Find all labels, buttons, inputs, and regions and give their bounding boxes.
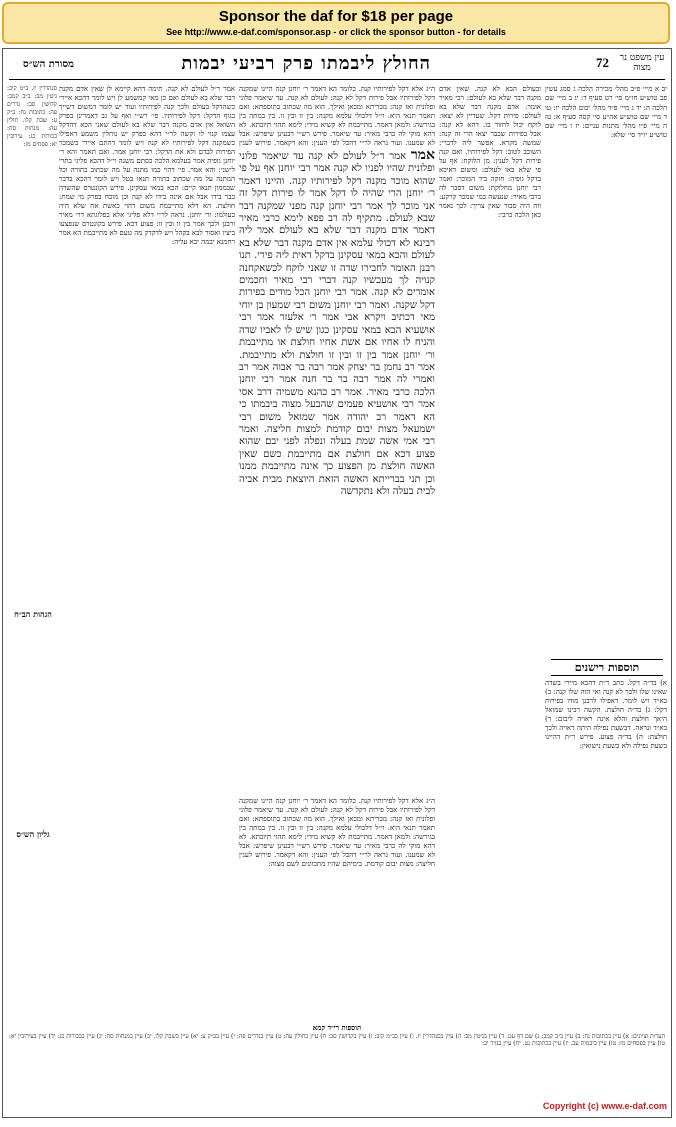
tosafot-rishonim-label: תוספות רישנים bbox=[551, 659, 663, 676]
sponsor-banner[interactable] bbox=[2, 2, 670, 44]
sponsor-subtitle[interactable]: See http://www.e-daf.com/sponsor.asp - or click the sponsor button - for details bbox=[166, 27, 506, 37]
gemara-column bbox=[239, 149, 435, 789]
tosafot-rishonim-column: א) בד״ה דקל. כתב ר״ת דהכא מיירי בשדה שאינו שלו ולכך לא קנה ואי הוה שלו קנה: ב) בא״ד ויש לומר. דאפילו לרבנן מודו בפירות דקל: ג) בד״ה חולצת. הקשה רבינו שמואל היאך חולצת והלא אינה ראויה ליבום: ד) בא״ד ונראה. דבשעת נפילה היתה ראויה ולכך חולצת: ה) בד״ה פצוע. פירש ר״ת דהיינו בשעת נפילה ולא בשעת נישואין: bbox=[545, 679, 667, 750]
copyright-link[interactable]: Copyright (c) www.e-daf.com bbox=[542, 1101, 667, 1111]
gemara-top-commentary: ה״ג אלא דקל לפירותיו קנה. כלומר הא דאמר ר׳ יוחנן קנה היינו שמקנה דקל לפירותיו אבל פירות דקל לא קנה: לעולם לא קנה. עד שיאמר פלוני ופלונית ואז קנה: מבריתא ומכאן ואילך. הוא מה שכתוב בתוספתא: ואם תאמר תנאי היא. וי״ל דלכולי עלמא מקנה: בין זו ובין זו. בין במתה בין בגירשה: ולמאן דאמר. מתייבמת לא קשיא מידי: לימא תהוי תיובתא. לא דהא מוקי לה כרבי מאיר: עד שיאמר. פירש רש״י דבעינן שיפרש: אבל לא שמענו. ועוד נראה לר״י דהכל לפי הענין: והא דקאמר. פירוש לענין bbox=[239, 85, 435, 147]
gemara-text: אמר ר״ל לעולם לא קנה עד שיאמר פלוני ופלונית שהיו לפניו לא קנה אמר רבי יוחנן אף על פי שהוא מוכר מקנה דקל לפירותיו קנה. והיינו דאמר ר׳ יוחנן הרי שהיה לו דקל אמר לו פירות דקל זה אני מוכר לך אמר רבי יוחנן קנה מפני שמקנה דבר שבא לעולם. מתקיף לה רב פפא לימא כרבי מאיר דאמר אדם מקנה דבר שלא בא לעולם אמר ליה רבינא לא דכולי עלמא אין אדם מקנה דבר שלא בא לעולם והכא במאי עסקינן בדקל דאית ליה פירי. תנו רבנן האומר לחבירו שדה זו שאני לוקח לכשאקחנה קנויה לך מעכשיו קנה דברי רבי מאיר וחכמים אומרים לא קנה. אמר רבי יוחנן הכל מודים בפירות דקל שקנה. ואמר רבי יוחנן משום רבי שמעון בן יוחי מאי דכתיב ויקרא אבי אמר ר׳ אלעזר אמר רבי אושעיא הכא במאי עסקינן כגון שיש לו לאביו שדה והניח לו אחיו אם אשת אחיו חולצת או מתייבמת ור׳ יוחנן אמר בין זו ובין זו חולצת ולא מתייבמת. אמר רב נחמן בר יצחק אמר רבה בר אבוה אמר רב ואמרי לה אמר רבה בר בר חנה אמר רבי יוחנן הלכה כרבי מאיר. אמר רב כהנא משמיה דרב אסי אמר רבי אושעיא פעמים שהבעל מצוה ביבמתו כי הא דאמר רב יהודה אמר שמואל משום רבי ישמעאל מצות יבום קודמת למצות חליצה. ואמר רבי אמי אשה שמת בעלה ונפלה לפני יבם שהוא פצוע דכא אם חולצת אם מתייבמת כשם שאין האשה חולצת מן הפצוע כך אינה מתייבמת ממנו וכן תני בברייתא האשה הזאת היוצאת מבית אביה לבית בעלה ולא נתקדשה bbox=[239, 151, 435, 497]
masoret-hashas-heading: מסורת הש״ס bbox=[23, 59, 74, 70]
commentary-bottom-column: ה״ג אלא דקל לפירותיו קנה. כלומר הא דאמר ר׳ יוחנן קנה היינו שמקנה דקל לפירותיו אבל פירות דקל לא קנה: לעולם לא קנה. עד שיאמר פלוני ופלונית ואז קנה: מבריתא ומכאן ואילך. הוא מה שכתוב בתוספתא: ואם תאמר תנאי היא. וי״ל דלכולי עלמא מקנה: בין זו ובין זו. בין במתה בין בגירשה: ולמאן דאמר. מתייבמת לא קשיא מידי: לימא תהוי תיובתא. לא דהא מוקי לה כרבי מאיר: עד שיאמר. פירש רש״י דבעינן שיפרש: אבל לא שמענו. ועוד נראה לר״י דהכל לפי הענין: והא דקאמר. פירוש לענין חליצה: מצות יבום קודמת. בימיהם שהיו מתכוונים לשם מצוה: bbox=[239, 797, 435, 868]
gilyon-hashas-label: גליון הש״ס bbox=[16, 829, 50, 839]
header-rule bbox=[9, 79, 665, 80]
footer-label: תוספות רי״ד קמא bbox=[312, 1023, 362, 1032]
gemara-opening-word: אמר bbox=[410, 149, 435, 163]
talmud-page bbox=[2, 48, 672, 1118]
rashi-column: ובעולם הבא לא קנה. שאין אדם מקנה דבר שלא בא לעולם: רבי מאיר אומר. אדם מקנה דבר שלא בא לעולם: פירות דקל. שעדיין לא יצאו: לוקח יכול לחזור בו. דהא לא קנה: אבל בפירות שכבר יצאו הרי זה קנה: שמשה מקרא. אפשר ליה לדברי: השוכב לטוב: דקל לפירותיו. ואם קנה פירות דקל לענין: מן הלוקח: אף על פי שלא באו לעולם: ומשום דאיכא בדקל גופיה: חזקה ביד המוכר: ואמר רבי יוחנן מחלוקת: משום דסבר לה כרבי מאיר: שנעשה כמי שמכר קרקע: וזה היה סבור שאין צריך: לכך נאמר כאן הלכה כרבי: bbox=[439, 85, 541, 219]
ein-mishpat-column: יב א מיי׳ פ״ב מהל׳ מכירה הלכה ג סמג עשין פב טוש״ע חו״מ סי׳ רט סעיף ד: יג ב מיי׳ שם הלכה ה: יד ג מיי׳ פ״ד מהל׳ יבום הלכה יז: טו ד מיי׳ שם טוש״ע אה״ע סי׳ קסה סעיף א: טז ה מיי׳ פ״ו מהל׳ מתנות עניים: יז ו מיי׳ שם טוש״ע יו״ד סי׳ שלא: bbox=[545, 85, 667, 140]
ein-mishpat-heading: עין משפט נר מצוה bbox=[619, 53, 665, 73]
footer-notes: הערות וציונים: א) עיין בכתובות נח: ב) עיין ב״ב קמב: ג) שם דף עט. ד) עיין בגיטין מב: ה) עיין בסנהדרין יז. ו) עיין בב״מ קיב: ז) עיין בקדושין סב: ח) עיין בחולין עה: ט) עיין בנדרים פה: י) עיין בב״ק ע: יא) עיין בשבת קלו. יב) עיין במנחות סח: יג) עיין בבכורות כג: יד) עיין בעירובין יא: טו) עיין בפסחים מז: טז) עיין ביבמות עב. יז) עיין בכתובות נט. יח) עיין בנזיר יב: bbox=[9, 1033, 665, 1048]
page-header bbox=[3, 53, 671, 79]
masoret-hashas-column: סנהדרין יז. ב״מ קיב: גיטין מב: ב״ב קמב: קדושין סב: נדרים פה: כתובות נח: ב״ק ע: שבת קלו. חולין עה: מנחות סח: בכורות כג: עירובין יא: פסחים מז: bbox=[7, 85, 57, 148]
page-number: 72 bbox=[596, 55, 609, 70]
sponsor-title[interactable]: Sponsor the daf for $18 per page bbox=[218, 8, 454, 25]
running-title: החולץ ליבמתו פרק רביעי יבמות bbox=[181, 53, 431, 74]
tosafot-column: אמר ר״ל לעולם לא קנה. תימה דהא קיימא לן שאין אדם מקנה דבר שלא בא לעולם ואם כן מאי קמשמע לן ויש לומר דהכא איירי כשהדקל בעולם ולכך קנה לפירותיו ועוד יש לומר דמשום דשייך בגוף הדקל: דקל לפירותיו. פי׳ רש״י ואף על גב דאמרינן בפרק השואל אין אדם מקנה דבר שלא בא לעולם שאני הכא דהדקל עצמו קנוי לו וקשה לר״י דהא בפרק יש נוחלין משמע דאפילו כשמקנה דקל לפירותיו לא קנה ויש לומר דהתם איירי כשמכר הפירות לבדם ולא את הדקל: רבי יוחנן אמר. ואם תאמר והא ר׳ יוחנן גופיה אמר בעלמא הלכה כסתם משנה וי״ל דהכא פליגי בתרי לישני: והא אמר. פי׳ דהוי כמו מתנה על מה שכתוב בתורה וכל המתנה על מה שכתוב בתורה תנאו בטל ויש לומר דהכא בדבר שבממון תנאו קיים: הכא במאי עסקינן. פירש הקונטרס שהשדה כבר בידו אבל אם אינה בידו לא קנה וכן מוכח בפרק מי שמת: חולצת. הא דלא מתייבמת משום דהוי כאשת אח שלא היה בעולמו: ור׳ יוחנן. נראה לר״י דלא פליגי אלא בפלוגתא דר׳ מאיר ורבנן ולכך אמר בין זו ובין זו: פצוע דכא. פירש בקונטרס שנפצעו ביציו ואסור לבא בקהל ויש לדקדק מה טעם לא מתייבמת הא אמר רחמנא יבמה יבא עליה: bbox=[59, 85, 235, 246]
hagahot-habach-label: הגהות הב״ח bbox=[14, 609, 52, 619]
